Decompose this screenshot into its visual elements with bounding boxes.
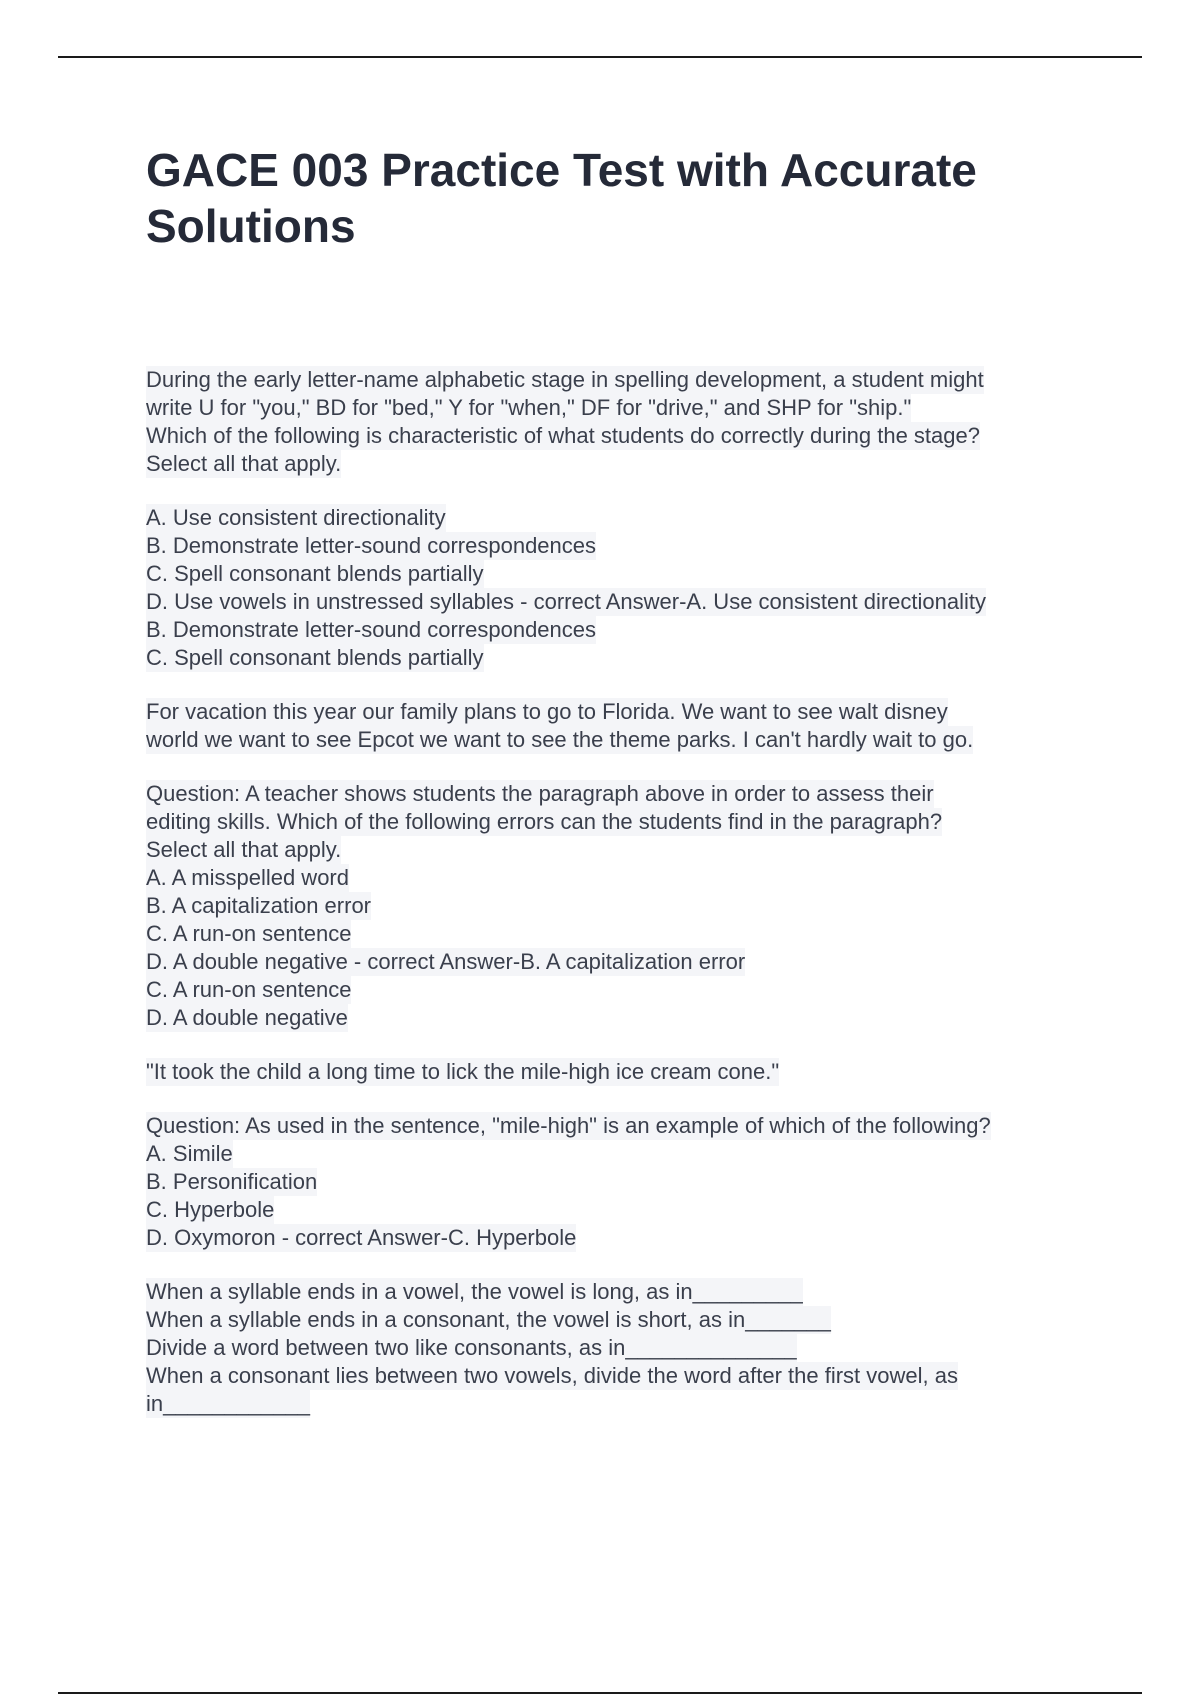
text-line: in____________	[146, 1391, 310, 1416]
text-line: world we want to see Epcot we want to see the theme parks. I can't hardly wait to go.	[146, 727, 974, 752]
footer-rule	[58, 1692, 1142, 1694]
quote-line: "It took the child a long time to lick the mile-high ice cream cone."	[146, 1059, 780, 1084]
text-line: Which of the following is characteristic of what students do correctly during the stage?	[146, 423, 980, 448]
option-line: A. A misspelled word	[146, 865, 349, 890]
text-line: Divide a word between two like consonants, as in______________	[146, 1335, 797, 1360]
text-line: Select all that apply.	[146, 451, 342, 476]
option-line: C. Spell consonant blends partially	[146, 561, 484, 586]
answer-line: D. Oxymoron - correct Answer-C. Hyperbole	[146, 1225, 577, 1250]
question-1-options	[146, 504, 1086, 672]
question-2	[146, 780, 1086, 1032]
option-line: B. Demonstrate letter-sound correspondences	[146, 533, 597, 558]
page-title: GACE 003 Practice Test with Accurate Solutions	[146, 144, 977, 252]
option-line: D. A double negative	[146, 1005, 348, 1030]
text-line: When a consonant lies between two vowels, divide the word after the first vowel, as	[146, 1363, 958, 1388]
header-rule	[58, 56, 1142, 58]
text-line: During the early letter-name alphabetic stage in spelling development, a student might	[146, 367, 984, 392]
option-line: C. A run-on sentence	[146, 921, 352, 946]
text-line: For vacation this year our family plans to go to Florida. We want to see walt disney	[146, 699, 948, 724]
question-1-stem	[146, 366, 1086, 478]
option-line: A. Use consistent directionality	[146, 505, 446, 530]
text-line: write U for "you," BD for "bed," Y for "when," DF for "drive," and SHP for "ship."	[146, 395, 912, 420]
option-line: C. A run-on sentence	[146, 977, 352, 1002]
text-line: Select all that apply.	[146, 837, 342, 862]
answer-line: D. Use vowels in unstressed syllables - correct Answer-A. Use consistent directionality	[146, 589, 986, 614]
text-line: Question: As used in the sentence, "mile-high" is an example of which of the following?	[146, 1113, 991, 1138]
question-3-quote	[146, 1058, 1086, 1086]
text-line: When a syllable ends in a vowel, the vowel is long, as in_________	[146, 1279, 803, 1304]
option-line: B. Personification	[146, 1169, 318, 1194]
question-2-passage	[146, 698, 1086, 754]
question-3	[146, 1112, 1086, 1252]
text-line: Question: A teacher shows students the paragraph above in order to assess their	[146, 781, 934, 806]
text-line: When a syllable ends in a consonant, the vowel is short, as in_______	[146, 1307, 831, 1332]
option-line: A. Simile	[146, 1141, 233, 1166]
answer-line: D. A double negative - correct Answer-B. A capitalization error	[146, 949, 746, 974]
option-line: B. A capitalization error	[146, 893, 372, 918]
option-line: B. Demonstrate letter-sound correspondences	[146, 617, 597, 642]
document-body	[146, 366, 1086, 1444]
option-line: C. Hyperbole	[146, 1197, 275, 1222]
text-line: editing skills. Which of the following errors can the students find in the paragraph?	[146, 809, 943, 834]
option-line: C. Spell consonant blends partially	[146, 645, 484, 670]
question-4	[146, 1278, 1086, 1418]
